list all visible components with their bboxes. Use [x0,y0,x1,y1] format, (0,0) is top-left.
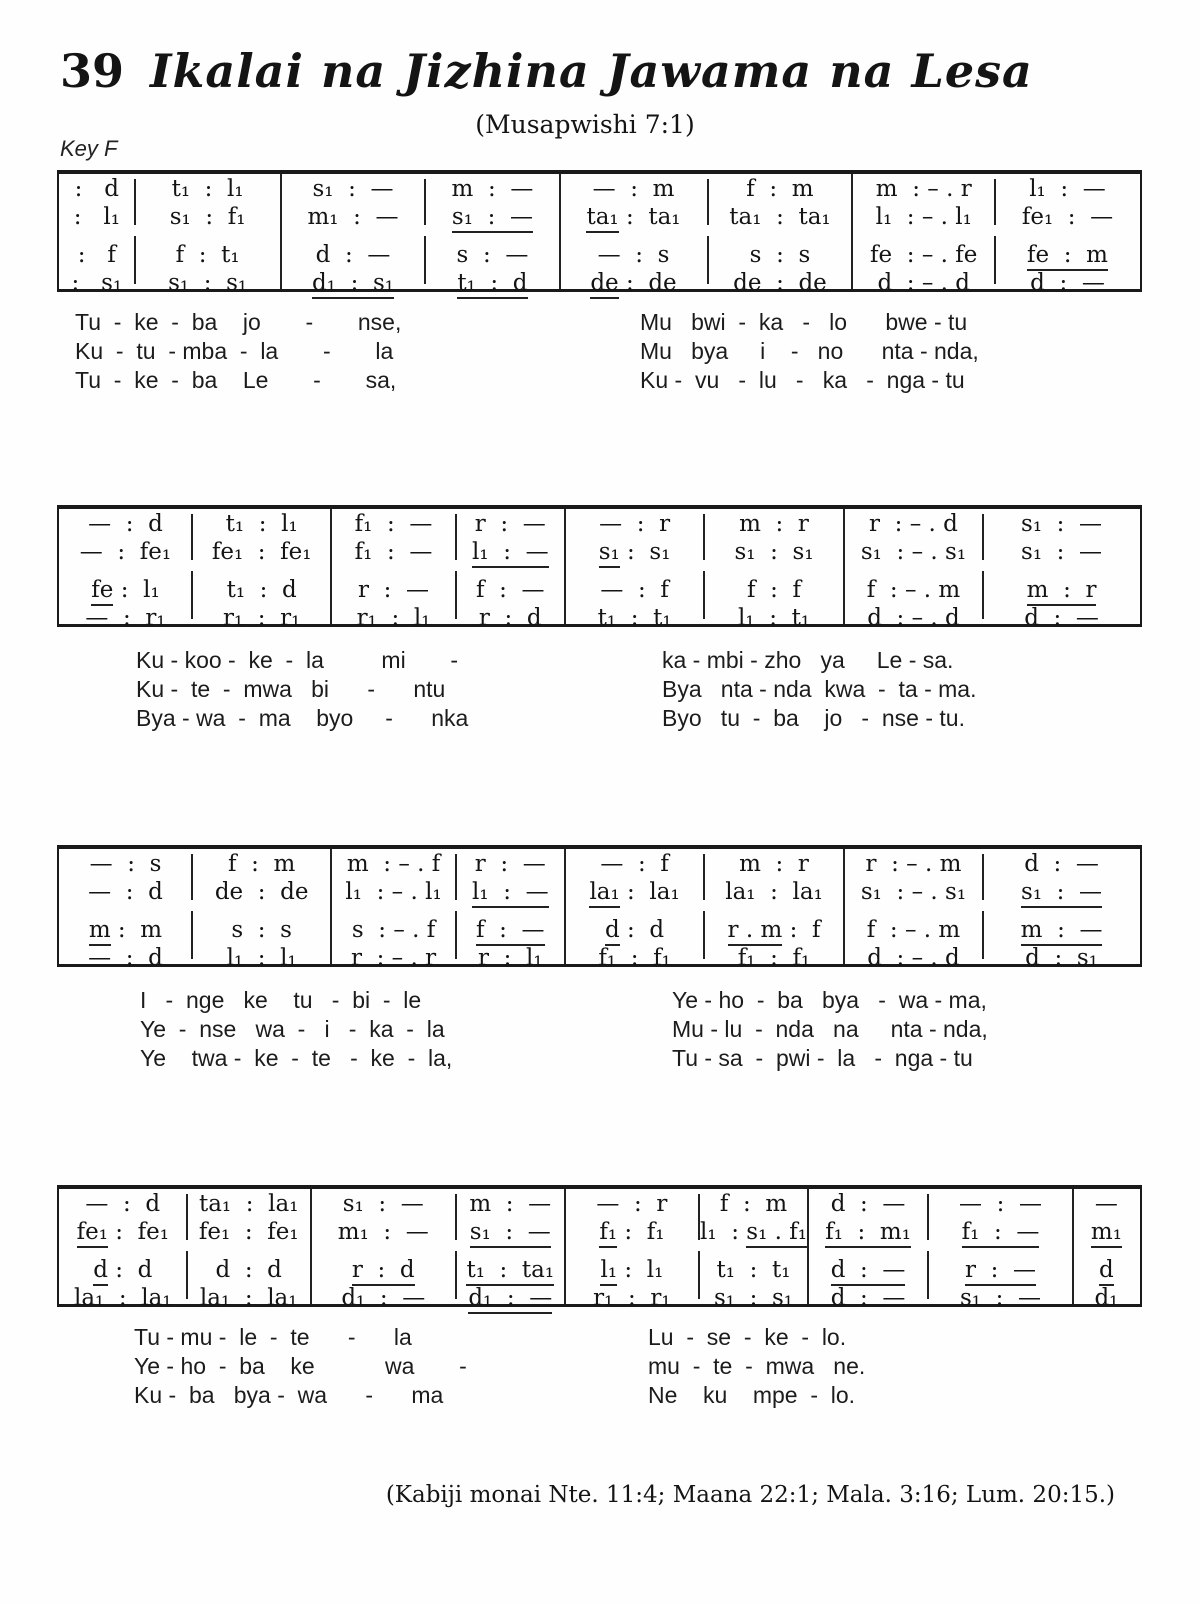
half-barline [982,854,984,900]
solfa-cell [983,578,1140,603]
slur-underline: s₁ : — [452,204,533,233]
half-barline [698,1251,700,1299]
solfa-cell: r : – . r [350,945,437,971]
solfa-cell: t₁ : t₁ [597,605,672,631]
solfa-cell [456,1220,565,1245]
lyrics-left-column [134,1323,467,1410]
solfa-cell: la₁ : la₁ [199,1285,298,1311]
slur-underline: s₁ . f₁ [746,1219,807,1248]
solfa-cell: — : m [592,176,675,202]
solfa-cell: l₁ : l₁ [565,1258,699,1283]
barline [310,1189,312,1304]
solfa-cell: t₁ : l₁ [171,176,244,202]
solfa-cell: s₁ : — [959,1285,1041,1311]
solfa-system-1 [57,170,1142,296]
slur-underline: fe₁ [77,1219,108,1248]
solfa-cell: r : d [478,605,542,631]
slur-underline: r . m [728,917,783,946]
voice-row-2 [59,1220,1140,1245]
solfa-cell: fe₁ : fe₁ [198,1219,299,1245]
voice-row-4 [59,606,1140,631]
solfa-cell [456,1258,565,1283]
lyrics-block-1 [0,308,1200,403]
slur-underline: f : — [476,917,545,946]
half-barline [994,236,996,284]
voice-row-1 [59,1192,1140,1217]
solfa-cell: ta₁ : ta₁ [559,205,707,230]
solfa-cell [456,540,565,565]
solfa-cell: r . m : f [704,918,843,943]
solfa-cell: fe₁ : fe₁ [59,1220,187,1245]
lyrics-line: Ne ku mpe - lo. [648,1382,856,1408]
voice-row-3 [59,243,1140,268]
solfa-cell: s₁ : – . s₁ [860,879,967,905]
slur-underline: d [605,917,620,946]
slur-underline: s₁ : — [1021,879,1102,908]
barline [330,849,332,964]
solfa-cell: s₁ : — [1021,539,1103,565]
lyrics-right-column [640,308,979,395]
solfa-cell [1073,1258,1140,1283]
slur-underline: f₁ [599,1219,617,1248]
solfa-cell: m : — [469,1191,552,1217]
solfa-cell [281,271,426,296]
half-barline [982,514,984,560]
solfa-cell: l₁ : t₁ [738,605,811,631]
slur-underline: s₁ : — [470,1219,551,1248]
lyrics-line: Tu - sa - pwi - la - nga - tu [672,1045,973,1071]
slur-underline: m : r [1027,577,1097,606]
slur-underline: l₁ : — [472,879,549,908]
lyrics-line: Ku - ba bya - wa - ma [134,1382,444,1408]
voice-row-4 [59,946,1140,971]
half-barline [186,1194,188,1240]
hymn-title: Ikalai na Jizhina Jawama na Lesa [150,44,1033,98]
half-barline [191,571,193,619]
slur-underline: m : — [1021,917,1103,946]
voice-row-3 [59,918,1140,943]
lyrics-line: Lu - se - ke - lo. [648,1324,847,1350]
solfa-cell: s₁ : f₁ [169,204,246,230]
solfa-cell: fe : l₁ [59,578,192,603]
solfa-cell: f₁ : — [354,539,433,565]
lyrics-line: Ku - vu - lu - ka - nga - tu [640,367,965,393]
solfa-cell: d : — [315,242,391,268]
solfa-cell [456,918,565,943]
solfa-cell: s₁ : — [342,1191,424,1217]
lyrics-line: Mu bya i - no nta - nda, [640,338,979,364]
solfa-cell: d₁ [1094,1285,1119,1311]
lyrics-line: Ye twa - ke - te - ke - la, [140,1045,453,1071]
solfa-cell: ta₁ : ta₁ [729,204,831,230]
slur-underline: m₁ [1091,1219,1122,1248]
lyrics-left-column [136,646,468,733]
solfa-cell: s : s [231,917,292,943]
slur-underline: m [89,917,111,946]
solfa-cell: s₁ : s₁ [565,540,704,565]
solfa-cell: la₁ : la₁ [725,879,823,905]
solfa-cell: m₁ : — [337,1219,429,1245]
solfa-cell: r₁ : l₁ [356,605,431,631]
solfa-cell: d₁ : — [341,1285,426,1311]
lyrics-left-column [75,308,401,395]
slur-underline: d₁ : — [468,1285,552,1314]
half-barline [424,236,426,284]
solfa-cell [983,918,1140,943]
slur-underline: d [1099,1257,1114,1286]
solfa-cell: d : — [830,1285,906,1311]
solfa-cell: — : r₁ [85,605,166,631]
half-barline [703,854,705,900]
solfa-cell: s : s [749,242,811,268]
half-barline [455,1194,457,1240]
solfa-system-4 [57,1185,1142,1311]
solfa-cell: — : — [958,1191,1042,1217]
lyrics-line: Mu - lu - nda na nta - nda, [672,1016,988,1042]
voice-row-1 [59,852,1140,877]
half-barline [707,179,709,225]
lyrics-line: Bya - wa - ma byo - nka [136,705,469,731]
lyrics-line: ka - mbi - zho ya Le - sa. [662,647,954,673]
solfa-cell: m : r [739,511,809,537]
solfa-cell: l₁ : — [1029,176,1106,202]
solfa-cell: — : d [85,1191,161,1217]
scripture-subtitle: (Musapwishi 7:1) [475,110,695,139]
solfa-cell: — : r [596,1191,668,1217]
solfa-cell: r : — [474,851,546,877]
solfa-cell: d : – . d [877,270,971,296]
solfa-cell [808,1220,928,1245]
half-barline [455,911,457,959]
slur-underline: t₁ : ta₁ [466,1257,554,1286]
solfa-cell: f : m [719,1191,788,1217]
solfa-cell: f₁ : f₁ [737,945,811,971]
barline [843,849,845,964]
solfa-cell: la₁ : la₁ [73,1285,172,1311]
solfa-cell: m₁ : — [307,204,399,230]
solfa-cell [456,880,565,905]
half-barline [455,571,457,619]
voice-row-2 [59,540,1140,565]
lyrics-line: Tu - ke - ba jo - nse, [75,309,402,335]
slur-underline: f₁ : — [962,1219,1040,1248]
voice-row-1 [59,512,1140,537]
slur-underline: t₁ : d [457,270,527,299]
solfa-cell: s₁ : — [1021,511,1103,537]
lyrics-block-2 [0,646,1200,741]
slur-underline: r : — [965,1257,1036,1286]
slur-underline: d₁ : s₁ [312,270,394,299]
solfa-cell: — : s [89,851,162,877]
half-barline [191,514,193,560]
voice-row-3 [59,1258,1140,1283]
half-barline [191,854,193,900]
solfa-cell: — : d [88,511,163,537]
solfa-cell: t₁ : t₁ [716,1257,791,1283]
voice-row-4 [59,271,1140,296]
solfa-cell: r₁ : r₁ [593,1285,671,1311]
slur-underline: ta₁ [586,204,618,233]
slur-underline: d : — [831,1257,906,1286]
solfa-cell: m : – . r [875,176,972,202]
solfa-cell: r : – . d [869,511,958,537]
voice-row-1 [59,177,1140,202]
slur-underline: d [93,1257,108,1286]
solfa-cell: r₁ : r₁ [222,605,301,631]
half-barline [707,236,709,284]
solfa-cell: r : — [474,511,546,537]
barline [280,174,282,289]
solfa-cell: r : — [358,577,430,603]
solfa-cell: r : l₁ [478,945,543,971]
solfa-cell: d : — [1030,270,1105,296]
solfa-cell: — : r [599,511,671,537]
solfa-cell: d : – . d [867,945,960,971]
slur-underline: l₁ [600,1257,617,1286]
half-barline [191,911,193,959]
voice-row-4 [59,1286,1140,1311]
solfa-cell: fe₁ : fe₁ [211,539,312,565]
solfa-cell: — : s [597,242,670,268]
solfa-cell: f : m [746,176,814,202]
half-barline [994,179,996,225]
slur-underline: f₁ : m₁ [825,1219,911,1248]
half-barline [134,236,136,284]
barline [843,509,845,624]
solfa-cell: de : de [559,271,707,296]
solfa-cell: s₁ : s₁ [713,1285,794,1311]
lyrics-block-4 [0,1323,1200,1418]
solfa-cell: ta₁ : la₁ [198,1191,299,1217]
solfa-cell: f : t₁ [175,242,240,268]
lyrics-line: Mu bwi - ka - lo bwe - tu [640,309,968,335]
solfa-cell: — : f [600,851,669,877]
barline [564,849,566,964]
solfa-cell: d : — [830,1191,906,1217]
solfa-cell: f : m [228,851,296,877]
solfa-cell: s₁ : s₁ [168,270,248,296]
solfa-cell: — [1094,1191,1118,1217]
solfa-cell: s : — [456,242,529,268]
lyrics-line: mu - te - mwa ne. [648,1353,866,1379]
solfa-cell: d : – . d [867,605,960,631]
solfa-cell [456,1286,565,1311]
lyrics-line: I - nge ke tu - bi - le [140,987,422,1013]
solfa-cell: f₁ : f₁ [598,945,671,971]
solfa-cell [425,205,559,230]
solfa-cell: : l₁ [73,204,120,230]
slur-underline: fe : m [1027,242,1108,271]
solfa-cell: l₁ : – . l₁ [875,204,972,230]
slur-underline: fe [91,577,113,606]
voice-row-3 [59,578,1140,603]
half-barline [455,854,457,900]
solfa-cell: r : – . m [865,851,962,877]
half-barline [703,571,705,619]
solfa-cell [425,271,559,296]
solfa-cell: — : d [88,945,163,971]
barline [564,509,566,624]
solfa-cell: m : – . f [346,851,441,877]
solfa-cell: — : d [88,879,163,905]
solfa-cell: — : fe₁ [79,539,172,565]
lyrics-line: Ye - nse wa - i - ka - la [140,1016,445,1042]
solfa-cell: d : — [1024,851,1099,877]
half-barline [703,911,705,959]
solfa-cell: l₁ : s₁ . f₁ [699,1220,808,1245]
lyrics-line: Ye - ho - ba bya - wa - ma, [672,987,987,1013]
barline [564,1189,566,1304]
half-barline [134,179,136,225]
lyrics-line: Tu - mu - le - te - la [134,1324,412,1350]
solfa-cell: s₁ : s₁ [734,539,814,565]
solfa-cell [995,243,1140,268]
barline [1072,1189,1074,1304]
lyrics-line: Ku - te - mwa bi - ntu [136,676,446,702]
half-barline [927,1194,929,1240]
solfa-cell: m : r [739,851,809,877]
solfa-cell: t₁ : d [226,577,297,603]
barline [559,174,561,289]
solfa-cell: d : s₁ [1025,945,1098,971]
lyrics-block-3 [0,986,1200,1081]
solfa-cell [311,1258,456,1283]
solfa-cell: d : d [565,918,704,943]
solfa-cell: s : – . f [351,917,436,943]
solfa-cell: d : d [59,1258,187,1283]
slur-underline: la₁ [589,879,619,908]
solfa-cell [928,1258,1073,1283]
solfa-cell: : f [77,242,116,268]
lyrics-line: Ku - koo - ke - la mi - [136,647,459,673]
lyrics-line: Bya nta - nda kwa - ta - ma. [662,676,977,702]
solfa-cell: d : — [1024,605,1099,631]
solfa-cell: f : – . m [866,577,961,603]
barline [851,174,853,289]
half-barline [424,179,426,225]
half-barline [703,514,705,560]
solfa-cell: de : de [214,879,309,905]
solfa-system-3 [57,845,1142,971]
scripture-reference-footer: (Kabiji monai Nte. 11:4; Maana 22:1; Mala. 3:16; Lum. 20:15.) [385,1482,1115,1508]
solfa-cell: m : m [59,918,192,943]
solfa-cell: : s₁ [71,270,123,296]
solfa-cell: d : d [215,1257,282,1283]
solfa-system-2 [57,505,1142,631]
solfa-cell: la₁ : la₁ [565,880,704,905]
slur-underline: r : d [352,1257,415,1286]
lyrics-left-column [140,986,452,1073]
solfa-cell: f : — [476,577,545,603]
barline [330,509,332,624]
slur-underline: s₁ [599,539,620,568]
slur-underline: l₁ : — [472,539,549,568]
solfa-cell: l₁ : l₁ [226,945,297,971]
voice-row-2 [59,880,1140,905]
solfa-cell: m : — [451,176,534,202]
key-signature-label: Key F [60,136,118,161]
half-barline [982,911,984,959]
hymn-number: 39 [60,44,125,98]
half-barline [982,571,984,619]
lyrics-right-column [662,646,976,733]
solfa-cell [808,1258,928,1283]
lyrics-line: Tu - ke - ba Le - sa, [75,367,397,393]
solfa-cell: l₁ : – . l₁ [345,879,442,905]
half-barline [698,1194,700,1240]
lyrics-line: Byo tu - ba jo - nse - tu. [662,705,965,731]
solfa-cell: de : de [733,270,827,296]
solfa-cell: f₁ : — [354,511,433,537]
half-barline [455,1251,457,1299]
half-barline [927,1251,929,1299]
solfa-cell [1073,1220,1140,1245]
solfa-cell: : d [74,176,120,202]
lyrics-line: Ku - tu - mba - la - la [75,338,394,364]
lyrics-right-column [672,986,988,1073]
solfa-cell: f : f [747,577,802,603]
barline [807,1189,809,1304]
half-barline [186,1251,188,1299]
voice-row-2 [59,205,1140,230]
solfa-cell: s₁ : — [312,176,394,202]
lyrics-line: Ye - ho - ba ke wa - [134,1353,467,1379]
solfa-cell: t₁ : l₁ [225,511,298,537]
solfa-cell: s₁ : – . s₁ [860,539,967,565]
solfa-cell: — : f [600,577,669,603]
solfa-cell: fe : – . fe [870,242,978,268]
slur-underline: de [590,270,618,299]
solfa-cell: f₁ : f₁ [565,1220,699,1245]
solfa-cell [928,1220,1073,1245]
solfa-cell: fe₁ : — [1021,204,1114,230]
solfa-cell: f : – . m [866,917,961,943]
lyrics-right-column [648,1323,865,1410]
half-barline [455,514,457,560]
solfa-cell [983,880,1140,905]
